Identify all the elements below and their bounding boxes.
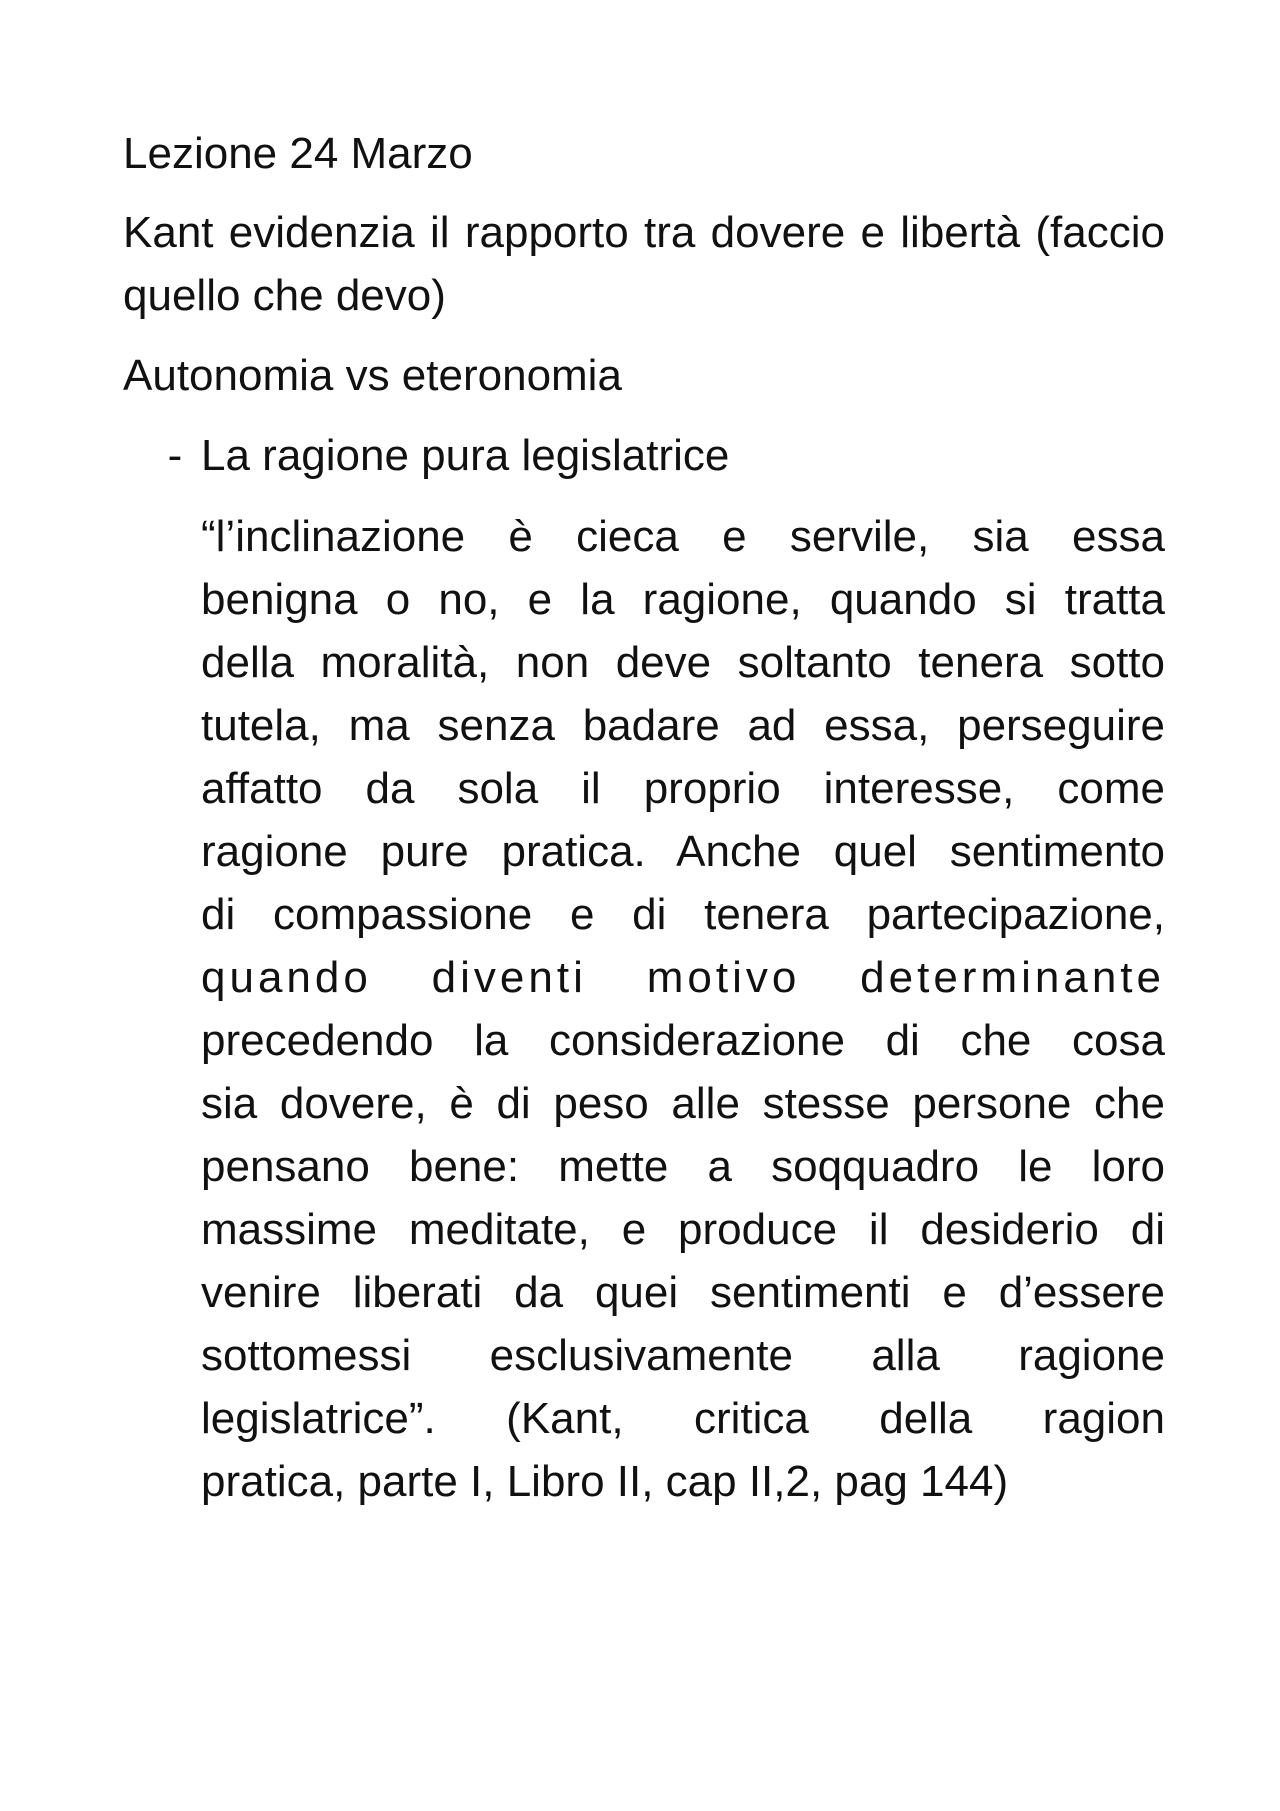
quote-line: massime meditate, e produce il desiderio di (201, 1205, 1165, 1254)
quote-line: sottomessi esclusivamente alla ragione (201, 1331, 1165, 1380)
quote-line: pratica, parte I, Libro II, cap II,2, pag 144) (201, 1457, 1009, 1506)
bullet-item-pure-reason: La ragione pura legislatrice (201, 431, 730, 480)
quote-line: pensano bene: mette a soqquadro le loro (201, 1142, 1165, 1191)
quote-line: della moralità, non deve soltanto tenera sotto (201, 638, 1165, 687)
quote-line: ragione pure pratica. Anche quel sentimento (201, 827, 1165, 876)
quote-line: venire liberati da quei sentimenti e d’essere (201, 1268, 1165, 1317)
lesson-title: Lezione 24 Marzo (123, 129, 473, 178)
intro-paragraph: Kant evidenzia il rapporto tra dovere e libertà (faccio quello che devo) (123, 208, 1165, 320)
quote-line: tutela, ma senza badare ad essa, perseguire (201, 701, 1165, 750)
quote-line: quando diventi motivo determinante (201, 953, 1165, 1002)
quote-line: di compassione e di tenera partecipazione, (201, 890, 1165, 939)
quote-line: “l’inclinazione è cieca e servile, sia essa (201, 512, 1165, 561)
quote-line: benigna o no, e la ragione, quando si tratta (201, 575, 1165, 624)
quote-line: sia dovere, è di peso alle stesse persone che (201, 1079, 1165, 1128)
quote-line: legislatrice”. (Kant, critica della ragion (201, 1394, 1165, 1443)
kant-quotation (201, 505, 1165, 1513)
autonomy-heteronomy-heading: Autonomia vs eteronomia (123, 351, 622, 400)
bullet-marker: - (167, 431, 183, 480)
quote-line: affatto da sola il proprio interesse, come (201, 764, 1165, 813)
quote-line: precedendo la considerazione di che cosa (201, 1016, 1165, 1065)
